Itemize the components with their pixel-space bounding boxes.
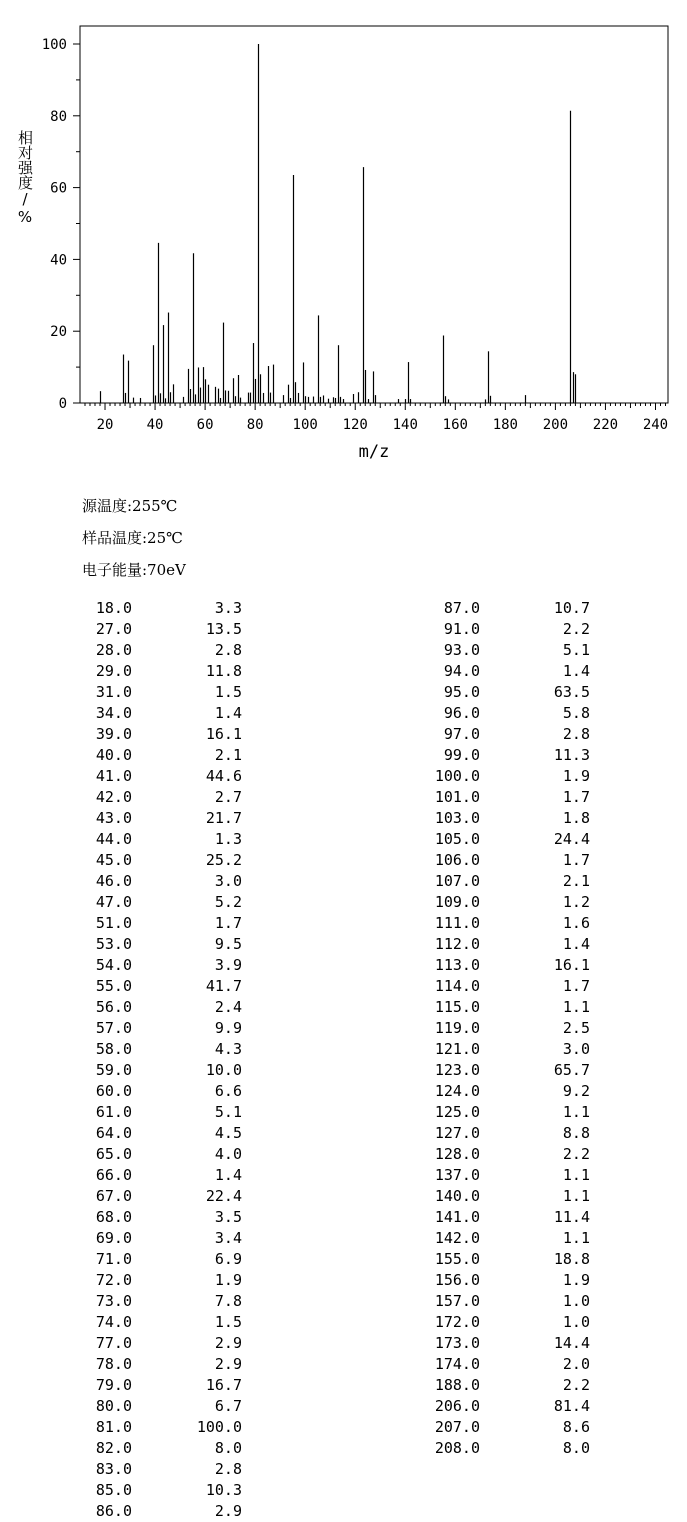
intensity-value: 2.5 [562,1019,590,1037]
peak-row [60,1249,242,1270]
intensity-value: 9.9 [214,1019,242,1037]
peak-row [60,1123,242,1144]
mz-value: 66.0 [95,1166,132,1184]
mz-value: 54.0 [95,956,132,974]
x-tick-label: 100 [292,417,318,433]
x-tick-label: 80 [246,417,264,433]
mz-value: 68.0 [95,1208,132,1226]
mz-value: 91.0 [443,620,480,638]
mz-value: 29.0 [95,662,132,680]
mz-value: 44.0 [95,830,132,848]
mz-value: 56.0 [95,998,132,1016]
mz-value: 86.0 [95,1502,132,1520]
x-tick-label: 120 [342,417,368,433]
peak-table-right [408,598,590,1459]
peak-row [60,1270,242,1291]
intensity-value: 3.0 [214,872,242,890]
peak-row [60,745,242,766]
electron-energy: 电子能量:70eV [82,561,186,579]
peak-row [408,745,590,766]
intensity-value: 1.3 [214,830,242,848]
x-tick-label: 20 [96,417,114,433]
intensity-value: 1.6 [562,914,590,932]
intensity-value: 11.8 [205,662,242,680]
mz-value: 71.0 [95,1250,132,1268]
peak-row [60,619,242,640]
mz-value: 43.0 [95,809,132,827]
intensity-value: 10.7 [553,599,590,617]
intensity-value: 1.5 [214,1313,242,1331]
mz-value: 53.0 [95,935,132,953]
mz-value: 55.0 [95,977,132,995]
intensity-value: 9.2 [562,1082,590,1100]
intensity-value: 2.1 [214,746,242,764]
intensity-value: 21.7 [205,809,242,827]
peak-row [60,640,242,661]
mz-value: 95.0 [443,683,480,701]
intensity-value: 1.1 [562,1103,590,1121]
intensity-value: 8.8 [562,1124,590,1142]
peak-row [60,682,242,703]
peak-row [408,682,590,703]
intensity-value: 3.0 [562,1040,590,1058]
mz-value: 80.0 [95,1397,132,1415]
mz-value: 72.0 [95,1271,132,1289]
peak-row [408,1249,590,1270]
mz-value: 41.0 [95,767,132,785]
intensity-value: 1.4 [562,935,590,953]
mz-value: 34.0 [95,704,132,722]
intensity-value: 13.5 [205,620,242,638]
mz-value: 112.0 [434,935,480,953]
peak-row [60,955,242,976]
intensity-value: 1.9 [562,1271,590,1289]
intensity-value: 2.4 [214,998,242,1016]
x-tick-label: 200 [542,417,569,433]
intensity-value: 1.8 [562,809,590,827]
mz-value: 100.0 [434,767,480,785]
intensity-value: 8.6 [562,1418,590,1436]
mz-value: 28.0 [95,641,132,659]
mz-value: 207.0 [434,1418,480,1436]
mz-value: 46.0 [95,872,132,890]
y-tick-label: 100 [41,37,67,53]
source-temperature: 源温度:255℃ [82,497,178,515]
intensity-value: 1.4 [214,704,242,722]
intensity-value: 1.7 [562,851,590,869]
intensity-value: 5.2 [214,893,242,911]
x-tick-label: 60 [196,417,214,433]
intensity-value: 3.4 [214,1229,242,1247]
mz-value: 93.0 [443,641,480,659]
mz-value: 157.0 [434,1292,480,1310]
intensity-value: 10.3 [205,1481,242,1499]
intensity-value: 6.7 [214,1397,242,1415]
mz-value: 107.0 [434,872,480,890]
intensity-value: 11.4 [553,1208,590,1226]
intensity-value: 100.0 [196,1418,242,1436]
peak-row [60,871,242,892]
intensity-value: 2.2 [562,620,590,638]
intensity-value: 2.2 [562,1145,590,1163]
mz-value: 125.0 [434,1103,480,1121]
mz-value: 97.0 [443,725,480,743]
intensity-value: 63.5 [553,683,590,701]
peak-row [408,724,590,745]
peak-row [408,955,590,976]
mz-value: 172.0 [434,1313,480,1331]
intensity-value: 1.4 [214,1166,242,1184]
mz-value: 81.0 [95,1418,132,1436]
intensity-value: 3.5 [214,1208,242,1226]
intensity-value: 16.1 [553,956,590,974]
mz-value: 58.0 [95,1040,132,1058]
intensity-value: 4.3 [214,1040,242,1058]
mz-value: 31.0 [95,683,132,701]
mz-value: 101.0 [434,788,480,806]
mz-value: 156.0 [434,1271,480,1289]
peak-row [408,808,590,829]
peak-row [60,1018,242,1039]
mz-value: 140.0 [434,1187,480,1205]
mz-value: 77.0 [95,1334,132,1352]
peak-row [408,871,590,892]
peak-row [408,997,590,1018]
intensity-value: 9.5 [214,935,242,953]
peak-row [60,1102,242,1123]
intensity-value: 2.8 [562,725,590,743]
intensity-value: 1.9 [562,767,590,785]
mz-value: 105.0 [434,830,480,848]
peak-row [408,640,590,661]
peak-row [60,661,242,682]
intensity-value: 5.1 [562,641,590,659]
x-tick-label: 40 [146,417,164,433]
peak-row [408,1438,590,1459]
peak-row [60,1228,242,1249]
intensity-value: 25.2 [205,851,242,869]
y-tick-label: 80 [50,108,67,125]
peak-row [408,976,590,997]
x-tick-label: 140 [392,417,418,433]
intensity-value: 1.4 [562,662,590,680]
y-tick-label: 0 [58,396,67,412]
peak-row [408,1123,590,1144]
mz-value: 115.0 [434,998,480,1016]
peak-row [408,1396,590,1417]
mz-value: 78.0 [95,1355,132,1373]
peak-row [60,976,242,997]
peak-row [408,850,590,871]
peak-row [60,1165,242,1186]
mz-value: 123.0 [434,1061,480,1079]
x-tick-label: 180 [492,417,519,433]
x-axis-label: m/z [358,442,390,462]
peak-row [60,829,242,850]
mz-value: 141.0 [434,1208,480,1226]
mz-value: 47.0 [95,893,132,911]
peak-row [60,1438,242,1459]
peak-row [408,1417,590,1438]
y-tick-label: 60 [50,180,67,197]
peak-row [408,598,590,619]
peak-row [408,1081,590,1102]
mz-value: 45.0 [95,851,132,869]
y-tick-label: 40 [50,252,67,269]
intensity-value: 6.9 [214,1250,242,1268]
peak-row [60,1291,242,1312]
x-tick-label: 240 [642,417,669,433]
intensity-value: 22.4 [205,1187,242,1205]
mz-value: 109.0 [434,893,480,911]
intensity-value: 16.7 [205,1376,242,1394]
mass-spectrum-chart [0,0,687,470]
mz-value: 18.0 [95,599,132,617]
intensity-value: 1.1 [562,1187,590,1205]
intensity-value: 1.1 [562,998,590,1016]
mz-value: 142.0 [434,1229,480,1247]
mz-value: 124.0 [434,1082,480,1100]
peak-row [60,766,242,787]
peak-row [60,1039,242,1060]
mz-value: 111.0 [434,914,480,932]
intensity-value: 1.9 [214,1271,242,1289]
peak-row [60,1417,242,1438]
intensity-value: 18.8 [553,1250,590,1268]
intensity-value: 1.1 [562,1166,590,1184]
intensity-value: 1.0 [562,1292,590,1310]
peak-row [408,1039,590,1060]
mz-value: 128.0 [434,1145,480,1163]
mz-value: 79.0 [95,1376,132,1394]
peak-row [408,1207,590,1228]
peak-row [408,1144,590,1165]
mz-value: 113.0 [434,956,480,974]
intensity-value: 3.9 [214,956,242,974]
intensity-value: 8.0 [562,1439,590,1457]
peak-row [60,1186,242,1207]
peak-row [60,1207,242,1228]
peak-row [60,997,242,1018]
peak-row [60,1333,242,1354]
intensity-value: 2.0 [562,1355,590,1373]
peak-row [60,598,242,619]
intensity-value: 44.6 [205,767,242,785]
intensity-value: 8.0 [214,1439,242,1457]
intensity-value: 2.9 [214,1502,242,1520]
peak-row [60,1312,242,1333]
mz-value: 83.0 [95,1460,132,1478]
mz-value: 65.0 [95,1145,132,1163]
intensity-value: 1.7 [214,914,242,932]
peak-row [408,934,590,955]
mz-value: 73.0 [95,1292,132,1310]
mz-value: 96.0 [443,704,480,722]
peak-row [408,892,590,913]
mz-value: 42.0 [95,788,132,806]
mz-value: 121.0 [434,1040,480,1058]
mz-value: 155.0 [434,1250,480,1268]
peak-row [60,934,242,955]
mz-value: 208.0 [434,1439,480,1457]
mz-value: 127.0 [434,1124,480,1142]
x-tick-label: 220 [592,417,619,433]
mz-value: 106.0 [434,851,480,869]
y-tick-label: 20 [50,324,67,341]
peak-row [408,661,590,682]
intensity-value: 7.8 [214,1292,242,1310]
peak-row [408,913,590,934]
peak-row [408,1165,590,1186]
mz-value: 61.0 [95,1103,132,1121]
intensity-value: 2.8 [214,641,242,659]
intensity-value: 2.9 [214,1355,242,1373]
peak-row [60,724,242,745]
intensity-value: 3.3 [214,599,242,617]
peak-row [60,913,242,934]
mz-value: 67.0 [95,1187,132,1205]
mz-value: 74.0 [95,1313,132,1331]
mz-value: 94.0 [443,662,480,680]
mz-value: 27.0 [95,620,132,638]
mz-value: 60.0 [95,1082,132,1100]
intensity-value: 4.5 [214,1124,242,1142]
peak-row [408,829,590,850]
mz-value: 206.0 [434,1397,480,1415]
peak-row [60,1375,242,1396]
mz-value: 99.0 [443,746,480,764]
intensity-value: 81.4 [553,1397,590,1415]
mz-value: 103.0 [434,809,480,827]
peak-row [408,1312,590,1333]
intensity-value: 65.7 [553,1061,590,1079]
mz-value: 64.0 [95,1124,132,1142]
intensity-value: 2.9 [214,1334,242,1352]
intensity-value: 24.4 [553,830,590,848]
mz-value: 137.0 [434,1166,480,1184]
mz-value: 69.0 [95,1229,132,1247]
mz-value: 114.0 [434,977,480,995]
y-axis-label: 相对强度/% [16,130,34,226]
peak-row [60,1396,242,1417]
peak-row [408,1060,590,1081]
peak-row [408,766,590,787]
peak-row [408,1270,590,1291]
intensity-value: 1.0 [562,1313,590,1331]
peak-row [408,1291,590,1312]
peak-row [60,1459,242,1480]
peak-row [408,1102,590,1123]
intensity-value: 2.1 [562,872,590,890]
peak-row [60,1480,242,1501]
intensity-value: 2.7 [214,788,242,806]
peak-row [60,1081,242,1102]
intensity-value: 6.6 [214,1082,242,1100]
peak-row [60,1144,242,1165]
intensity-value: 10.0 [205,1061,242,1079]
peak-row [408,619,590,640]
mz-value: 57.0 [95,1019,132,1037]
intensity-value: 11.3 [553,746,590,764]
mz-value: 85.0 [95,1481,132,1499]
mz-value: 87.0 [443,599,480,617]
mz-value: 40.0 [95,746,132,764]
peak-row [408,1186,590,1207]
peak-row [408,1375,590,1396]
peak-row [60,703,242,724]
peak-row [60,787,242,808]
peak-row [60,892,242,913]
intensity-value: 1.7 [562,788,590,806]
mz-value: 173.0 [434,1334,480,1352]
intensity-value: 16.1 [205,725,242,743]
peak-row [60,1354,242,1375]
peak-row [60,850,242,871]
peak-row [408,1018,590,1039]
peak-row [408,1228,590,1249]
instrument-info [82,490,186,586]
mz-value: 59.0 [95,1061,132,1079]
intensity-value: 4.0 [214,1145,242,1163]
peak-row [60,1060,242,1081]
intensity-value: 2.8 [214,1460,242,1478]
x-tick-label: 160 [442,417,468,433]
mz-value: 51.0 [95,914,132,932]
intensity-value: 1.2 [562,893,590,911]
intensity-value: 5.8 [562,704,590,722]
intensity-value: 1.1 [562,1229,590,1247]
peak-row [408,787,590,808]
intensity-value: 14.4 [553,1334,590,1352]
intensity-value: 2.2 [562,1376,590,1394]
mz-value: 82.0 [95,1439,132,1457]
mz-value: 39.0 [95,725,132,743]
mz-value: 188.0 [434,1376,480,1394]
mz-value: 119.0 [434,1019,480,1037]
intensity-value: 1.7 [562,977,590,995]
intensity-value: 41.7 [205,977,242,995]
peak-row [60,808,242,829]
sample-temperature: 样品温度:25℃ [82,529,183,547]
intensity-value: 1.5 [214,683,242,701]
peak-table-left [60,598,242,1522]
peak-row [408,1354,590,1375]
intensity-value: 5.1 [214,1103,242,1121]
peak-row [408,1333,590,1354]
peak-row [408,703,590,724]
mz-value: 174.0 [434,1355,480,1373]
